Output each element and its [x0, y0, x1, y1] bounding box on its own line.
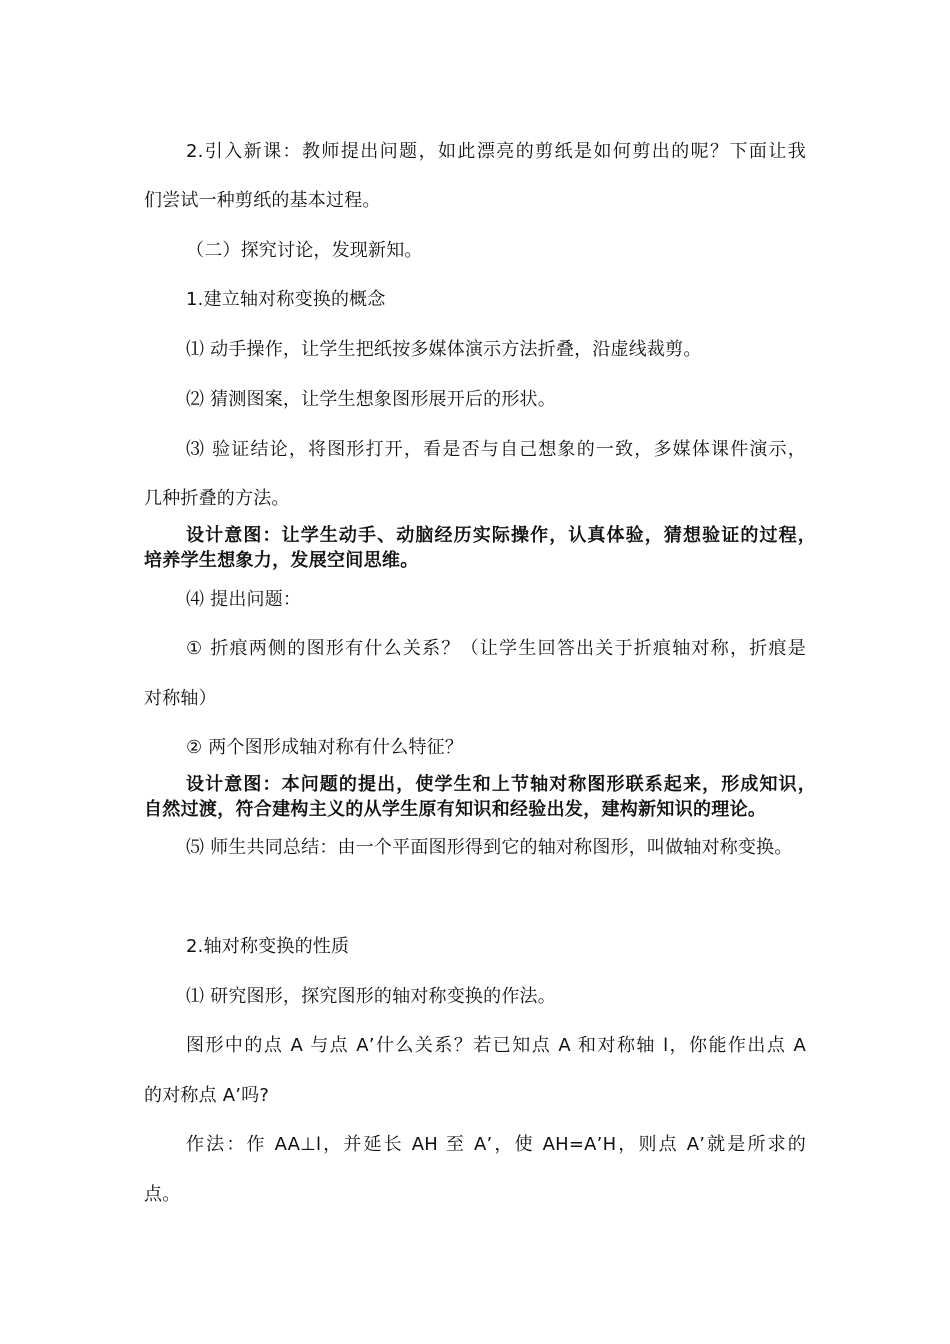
design-intent-2-line-1: 设计意图：本问题的提出，使学生和上节轴对称图形联系起来，形成知识， [186, 774, 816, 795]
step-4-questions: ⑷ 提出问题： [186, 589, 302, 610]
step-2-guess: ⑵ 猜测图案，让学生想象图形展开后的形状。 [186, 389, 556, 410]
step-3-verify-line-1: ⑶ 验证结论，将图形打开，看是否与自己想象的一致，多媒体课件演示， [186, 439, 806, 460]
step-5-summary: ⑸ 师生共同总结：由一个平面图形得到它的轴对称图形，叫做轴对称变换。 [186, 837, 793, 858]
construction-method-line-2: 点。 [144, 1184, 181, 1205]
subsection-heading-concept: 1.建立轴对称变换的概念 [186, 289, 386, 310]
design-intent-1-line-2: 培养学生想象力，发展空间思维。 [144, 550, 419, 571]
paragraph-new-lesson-line-2: 们尝试一种剪纸的基本过程。 [144, 190, 381, 211]
step-1-hands-on: ⑴ 动手操作，让学生把纸按多媒体演示方法折叠，沿虚线裁剪。 [186, 339, 702, 360]
question-1-line-1: ① 折痕两侧的图形有什么关系？（让学生回答出关于折痕轴对称，折痕是 [186, 638, 806, 659]
point-relation-line-1: 图形中的点 A 与点 A’什么关系？若已知点 A 和对称轴 l，你能作出点 A [186, 1035, 806, 1056]
design-intent-2-line-2: 自然过渡，符合建构主义的从学生原有知识和经验出发，建构新知识的理论。 [144, 799, 767, 820]
construction-method-line-1: 作法：作 AA⊥l，并延长 AH 至 A’，使 AH=A’H，则点 A’就是所求的 [186, 1134, 806, 1155]
design-intent-1-line-1: 设计意图：让学生动手、动脑经历实际操作，认真体验，猜想验证的过程， [186, 525, 816, 546]
section-heading-explore: （二）探究讨论，发现新知。 [186, 240, 423, 261]
step-3-verify-line-2: 几种折叠的方法。 [144, 488, 290, 509]
point-relation-line-2: 的对称点 A’吗? [144, 1085, 270, 1106]
property-step-1: ⑴ 研究图形，探究图形的轴对称变换的作法。 [186, 986, 556, 1007]
question-2: ② 两个图形成轴对称有什么特征？ [186, 737, 464, 758]
subsection-heading-properties: 2.轴对称变换的性质 [186, 936, 350, 957]
paragraph-new-lesson-line-1: 2.引入新课：教师提出问题，如此漂亮的剪纸是如何剪出的呢？下面让我 [186, 141, 806, 162]
question-1-line-2: 对称轴） [144, 688, 217, 709]
